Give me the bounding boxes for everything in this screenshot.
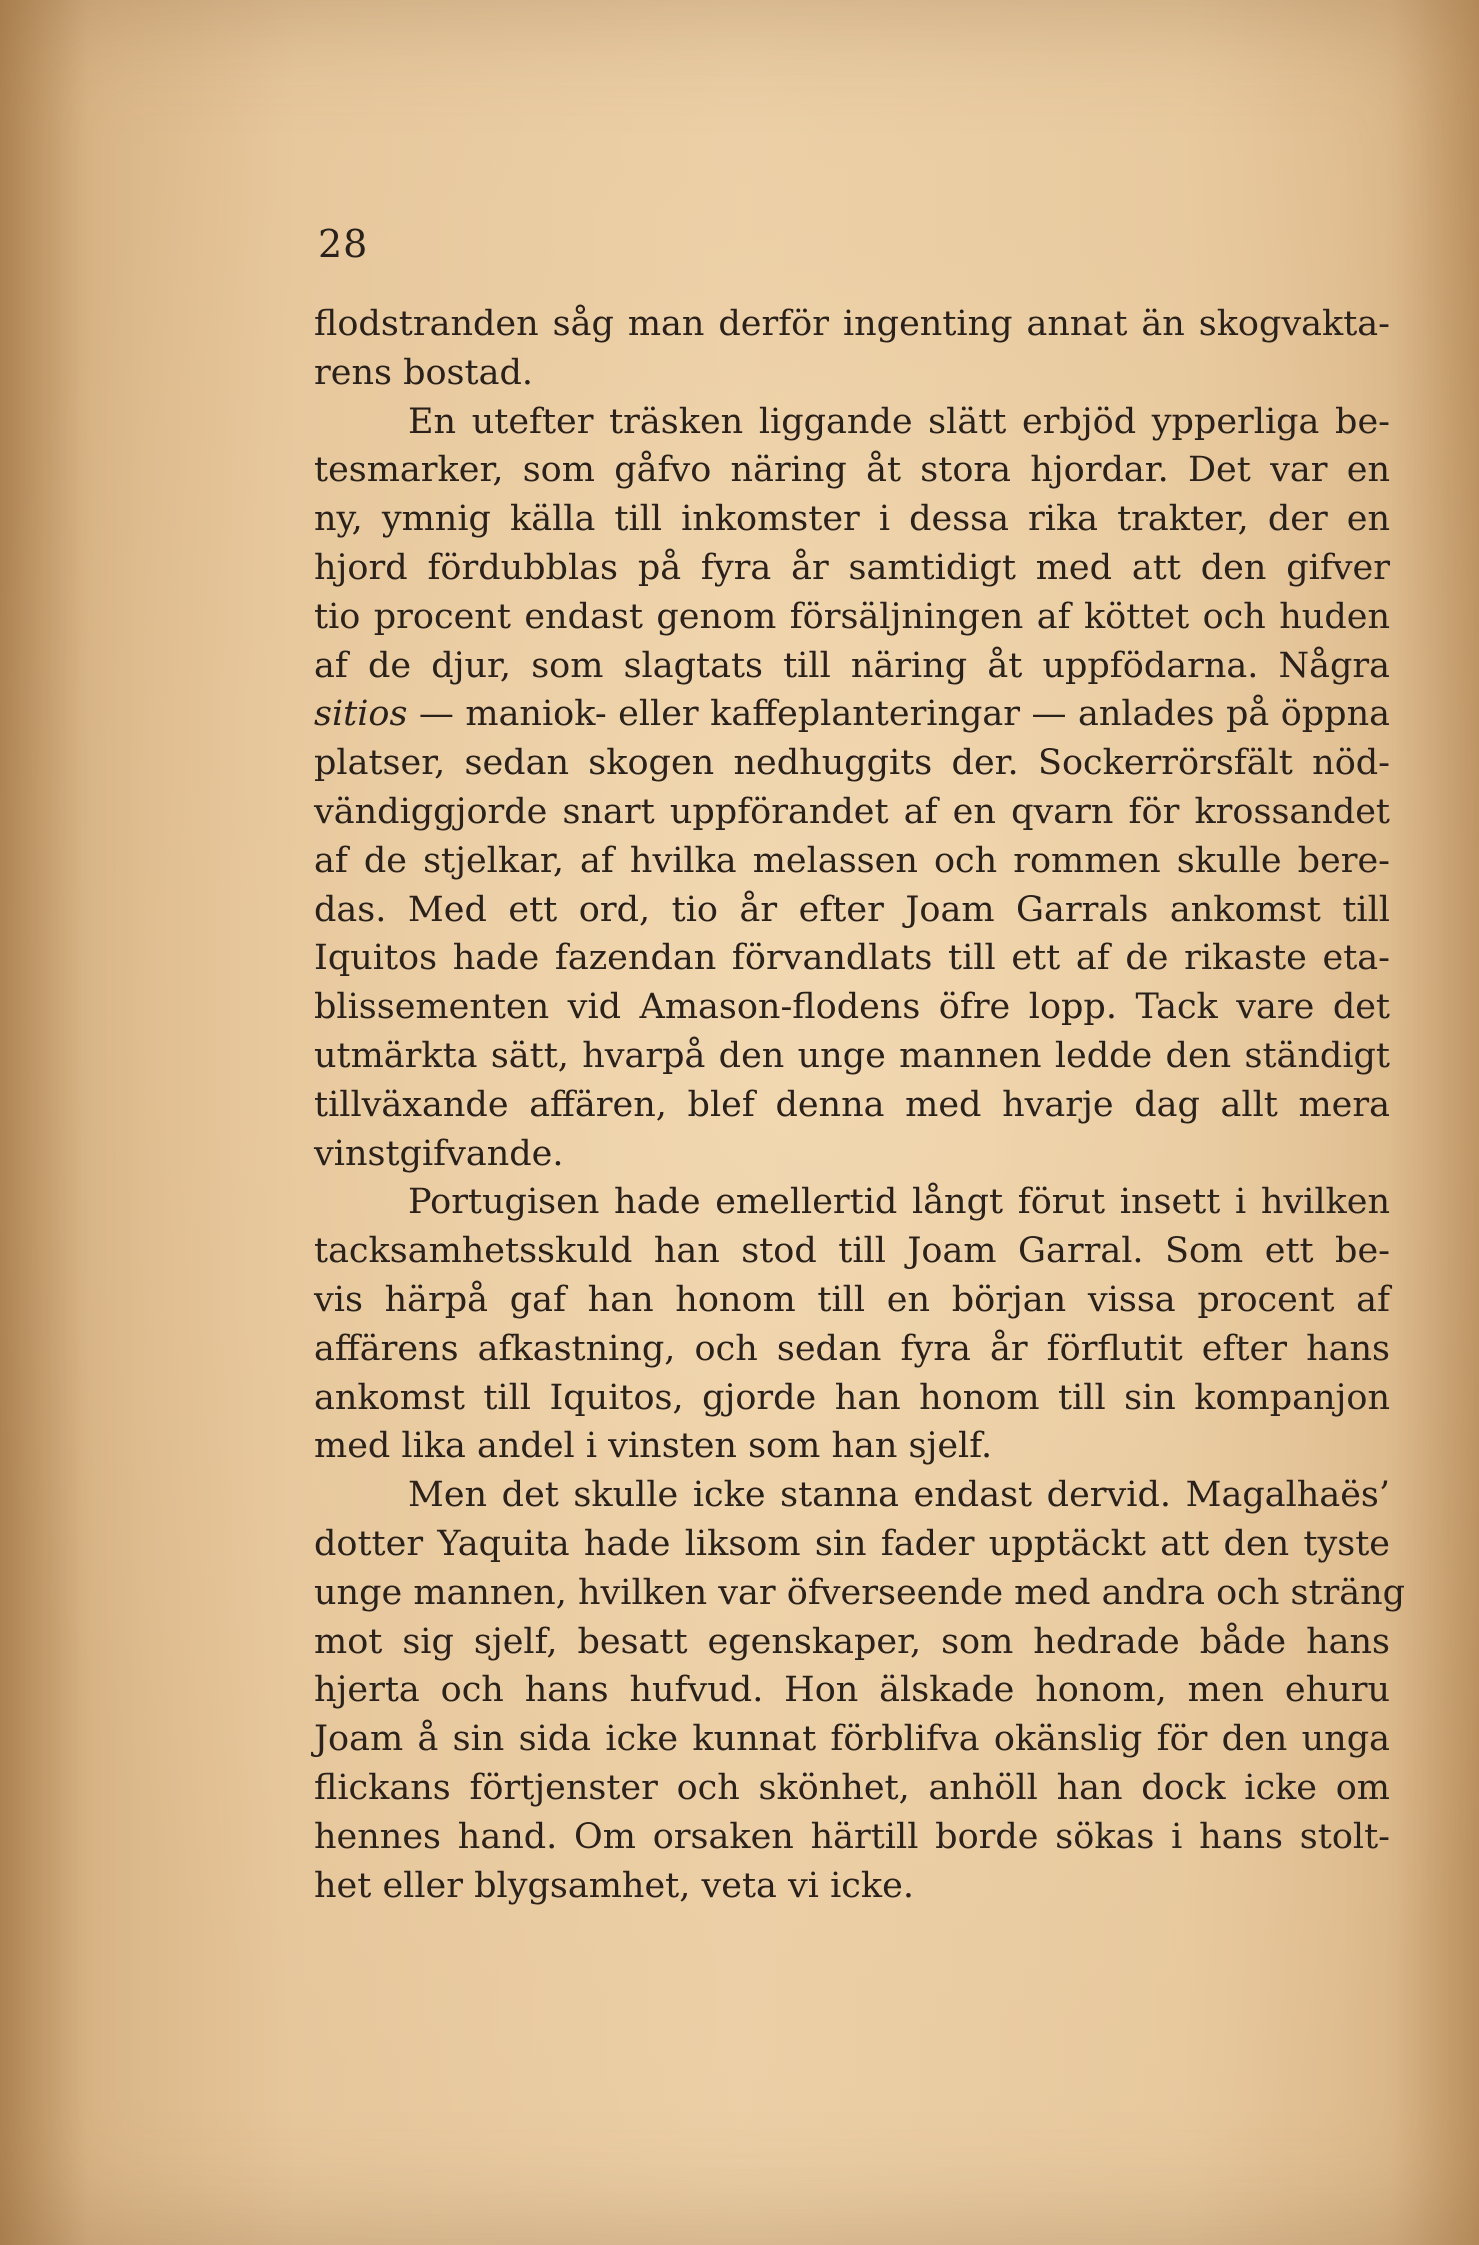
paragraph — [314, 398, 1390, 1179]
text-line: tio procent endast genom försäljningen af köttet och huden — [314, 596, 1390, 637]
text-line: vis härpå gaf han honom till en början vissa procent af — [314, 1279, 1390, 1320]
text-line: flickans förtjenster och skönhet, anhöll han dock icke om — [314, 1767, 1390, 1808]
text-line: blissementen vid Amason-flodens öfre lopp. Tack vare det — [314, 987, 1390, 1028]
text-line: flodstranden såg man derför ingenting annat än skogvakta- — [314, 304, 1390, 344]
text-line: Portugisen hade emellertid långt förut insett i hvilken — [408, 1182, 1390, 1223]
text-line: af de stjelkar, af hvilka melassen och rommen skulle bere- — [314, 840, 1390, 881]
body-text — [314, 300, 1406, 1910]
text-line: dotter Yaquita hade liksom sin fader upptäckt att den tyste — [314, 1523, 1390, 1564]
text-line: mot sig sjelf, besatt egenskaper, som hedrade både hans — [314, 1621, 1390, 1662]
text-line: tacksamhetsskuld han stod till Joam Garral. Som ett be- — [314, 1231, 1390, 1272]
text-line: sitios — maniok- eller kaffeplanteringar — anlades på öppna — [314, 694, 1390, 735]
text-line: tillväxande affären, blef denna med hvarje dag allt mera — [314, 1084, 1390, 1125]
text-line: das. Med ett ord, tio år efter Joam Garrals ankomst till — [314, 889, 1390, 930]
text-line: hjerta och hans hufvud. Hon älskade honom, men ehuru — [314, 1670, 1390, 1711]
text-line: tesmarker, som gåfvo näring åt stora hjordar. Det var en — [314, 450, 1390, 491]
text-line: ny, ymnig källa till inkomster i dessa rika trakter, der en — [314, 499, 1390, 540]
text-line: hennes hand. Om orsaken härtill borde sökas i hans stolt- — [314, 1816, 1390, 1857]
text-line: Iquitos hade fazendan förvandlats till ett af de rikaste eta- — [314, 938, 1390, 979]
text-line: vändiggjorde snart uppförandet af en qvarn för krossandet — [314, 791, 1390, 832]
text-line: vinstgifvande. — [314, 1133, 564, 1174]
text-line: En utefter träsken liggande slätt erbjöd ypperliga be- — [408, 401, 1390, 442]
text-line: platser, sedan skogen nedhuggits der. Sockerrörsfält nöd- — [314, 743, 1390, 784]
text-line: Joam å sin sida icke kunnat förblifva okänslig för den unga — [314, 1719, 1390, 1760]
text-line: af de djur, som slagtats till näring åt uppfödarna. Några — [314, 645, 1390, 686]
text-line: het eller blygsamhet, veta vi icke. — [314, 1865, 914, 1906]
paragraph — [314, 1471, 1406, 1910]
text-line: Men det skulle icke stanna endast dervid. Magalhaës’ — [408, 1475, 1390, 1516]
paragraph — [314, 1178, 1390, 1471]
text-line: rens bostad. — [314, 352, 533, 393]
text-line: utmärkta sätt, hvarpå den unge mannen ledde den ständigt — [314, 1035, 1390, 1076]
text-line: affärens afkastning, och sedan fyra år förflutit efter hans — [314, 1328, 1390, 1369]
text-line: med lika andel i vinsten som han sjelf. — [314, 1426, 993, 1467]
text-line: hjord fördubblas på fyra år samtidigt med att den gifver — [314, 547, 1390, 588]
text-line: unge mannen, hvilken var öfverseende med andra och sträng — [314, 1572, 1406, 1613]
page-number: 28 — [318, 222, 369, 266]
paragraph — [314, 300, 1390, 398]
text-line: ankomst till Iquitos, gjorde han honom till sin kompanjon — [314, 1377, 1390, 1418]
